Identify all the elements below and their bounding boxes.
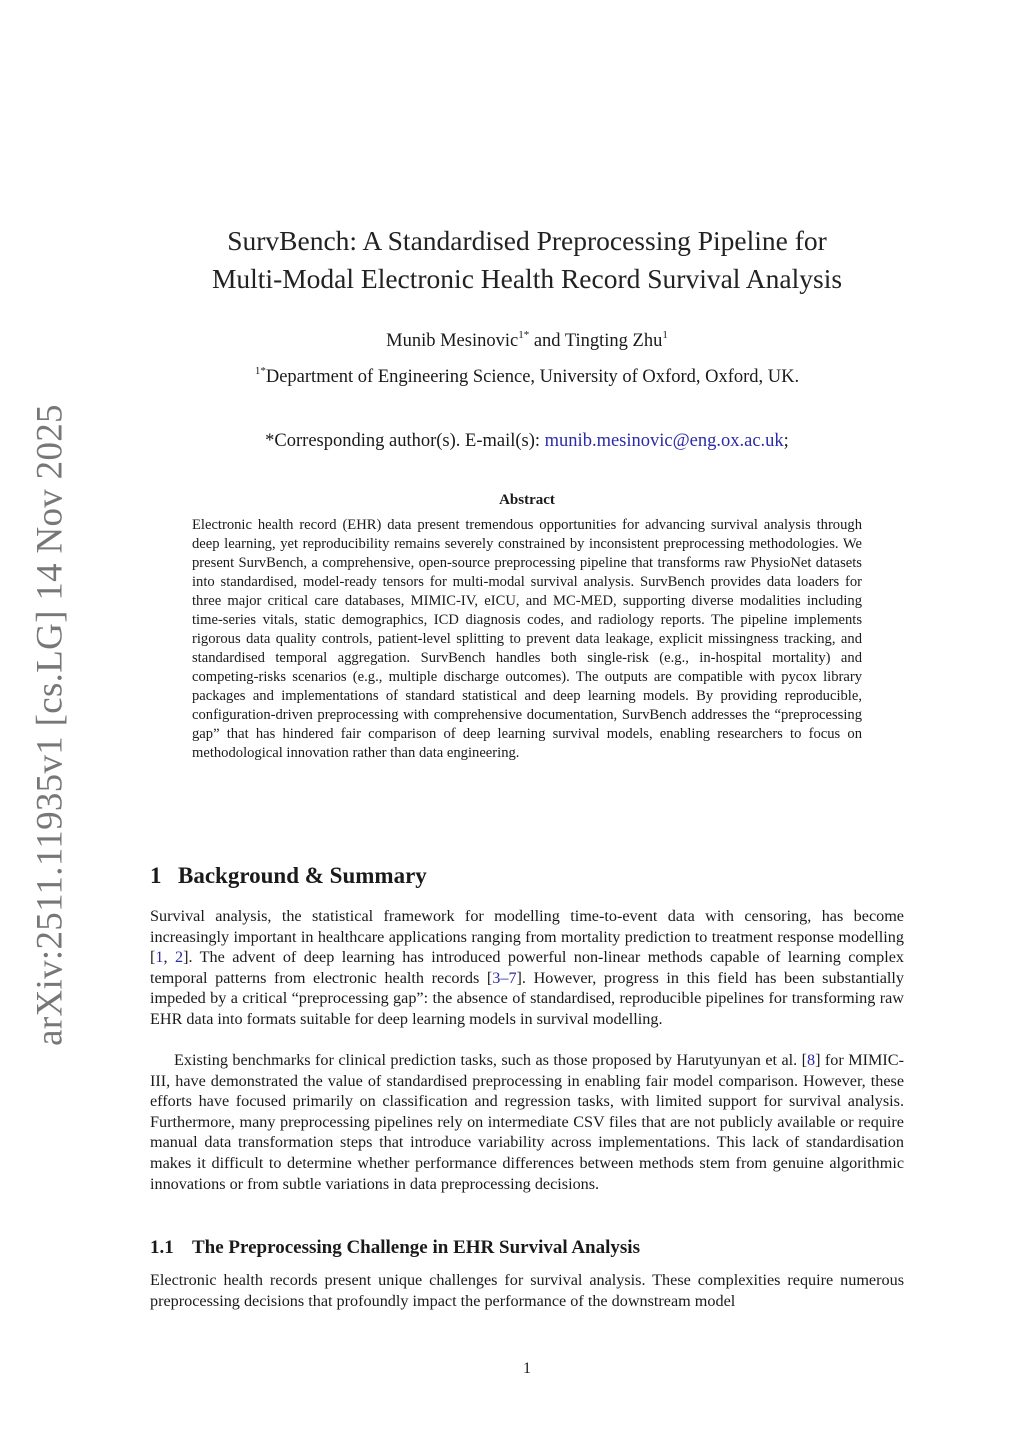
paper-title [150, 222, 904, 298]
page-number: 1 [523, 1360, 531, 1377]
abstract-text: Electronic health record (EHR) data present tremendous opportunities for advancing survival analysis through deep learning, yet reproducibility remains severely constrained by inconsistent preprocessing methodologies. We present SurvBench, a comprehensive, open-source preprocessing pipeline that transforms raw PhysioNet datasets into standardised, model-ready tensors for multi-modal survival analysis. SurvBench provides data loaders for three major critical care databases, MIMIC-IV, eICU, and MC-MED, supporting diverse modalities including time-series vitals, static demographics, ICD diagnosis codes, and radiology reports. The pipeline implements rigorous data quality controls, patient-level splitting to prevent data leakage, explicit missingness tracking, and standardised temporal aggregation. SurvBench handles both single-risk (e.g., in-hospital mortality) and competing-risks scenarios (e.g., multiple discharge outcomes). The outputs are compatible with pycox library packages and implementations of standard statistical and deep learning models. By providing reproducible, configuration-driven preprocessing with comprehensive documentation, SurvBench addresses the “preprocessing gap” that has hindered fair comparison of deep learning survival models, enabling researchers to focus on methodological innovation rather than data engineering. [192, 517, 862, 761]
citation-link[interactable]: 2 [174, 948, 184, 967]
corresponding-author [150, 428, 904, 454]
author-name: Tingting Zhu [564, 331, 663, 351]
affiliation [150, 364, 904, 390]
section-heading [150, 863, 427, 889]
title-line-2: Multi-Modal Electronic Health Record Survival Analysis [211, 263, 843, 294]
body-paragraph [150, 1050, 904, 1194]
paragraph-text: ] for MIMIC-III, have demonstrated the value of standardised preprocessing in enabling fair model comparison. However, these efforts have focused primarily on classification and regression tasks, with limited support for survival analysis. Furthermore, many preprocessing pipelines rely on intermediate CSV files that are not publicly available or require manual data transformation steps that introduce variability across implementations. This lack of standardisation makes it difficult to determine whether performance differences between methods stem from genuine algorithmic innovations or from subtle variations in data preprocessing decisions. [150, 1051, 904, 1193]
author-name: Munib Mesinovic [386, 331, 519, 351]
subsection-number: 1.1 [150, 1237, 174, 1258]
section-number: 1 [150, 863, 162, 888]
corresponding-suffix: ; [783, 431, 789, 451]
arxiv-identifier-stamp[interactable]: arXiv:2511.11935v1 [cs.LG] 14 Nov 2025 [29, 404, 71, 1046]
author-affiliation-marker: 1 [662, 329, 668, 341]
citation-separator: , [163, 948, 175, 967]
title-line-1: SurvBench: A Standardised Preprocessing Pipeline for [227, 225, 827, 256]
corresponding-prefix: *Corresponding author(s). E-mail(s): [265, 431, 545, 451]
paragraph-text: ]. The advent of deep learning has introduced powerful non-linear methods capable of learning complex temporal patterns from electronic health records [ [150, 948, 904, 987]
paragraph-text: ]. However, progress in this field has been substantially impeded by a critical “preprocessing gap”: the absence of standardised, reproducible pipelines for transforming raw EHR data into formats suitable for deep learning models in survival modelling. [150, 968, 904, 1028]
body-paragraph [150, 906, 904, 1030]
author-list [150, 328, 904, 354]
abstract-heading: Abstract [499, 492, 555, 508]
author-conjunction: and [529, 331, 565, 351]
subsection-title: The Preprocessing Challenge in EHR Survival Analysis [192, 1237, 640, 1258]
affiliation-text: Department of Engineering Science, University of Oxford, Oxford, UK. [265, 367, 800, 387]
citation-link[interactable]: 1 [155, 948, 164, 967]
author-affiliation-marker: 1* [518, 329, 530, 341]
section-title: Background & Summary [178, 863, 427, 888]
body-paragraph: Electronic health records present unique challenges for survival analysis. These complexities require numerous preprocessing decisions that profoundly impact the performance of the downstream model [150, 1271, 904, 1310]
citation-link[interactable]: 8 [807, 1051, 816, 1069]
subsection-heading [150, 1237, 640, 1259]
citation-link[interactable]: 3–7 [492, 968, 517, 987]
paragraph-text: Survival analysis, the statistical framework for modelling time-to-event data with censoring, has become increasingly important in healthcare applications ranging from mortality prediction to treatment response modelling [ [150, 907, 904, 967]
email-link[interactable]: munib.mesinovic@eng.ox.ac.uk [544, 431, 784, 451]
affiliation-marker: 1* [254, 365, 266, 377]
paragraph-text: Existing benchmarks for clinical prediction tasks, such as those proposed by Harutyunyan et al. [ [174, 1051, 807, 1069]
